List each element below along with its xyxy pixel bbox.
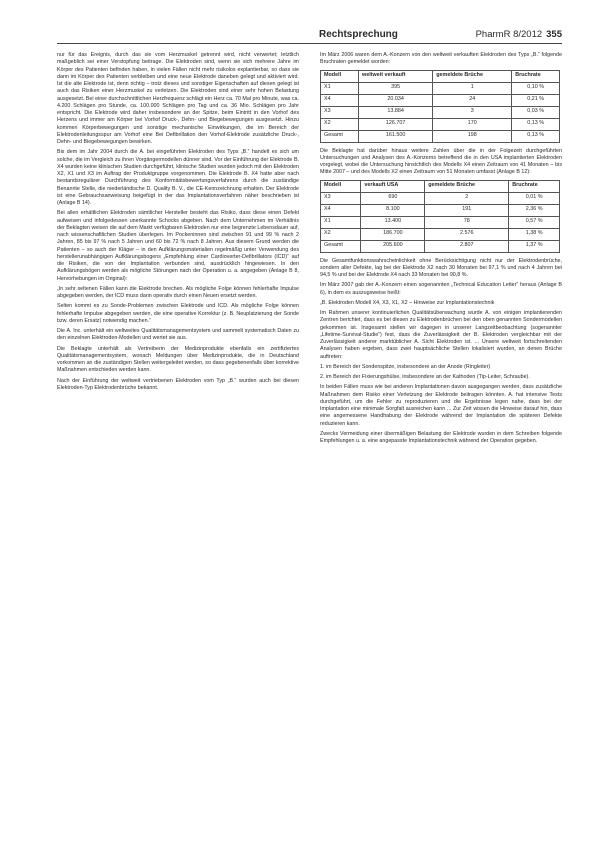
table-cell: X1 [321,82,359,94]
table-cell: X4 [321,204,361,216]
table-row [321,216,560,228]
table-row [321,82,560,94]
table-cell: 1,38 % [509,228,560,240]
paragraph: Bei allen erhältlichen Elektroden sämtlicher Hersteller besteht das Risiko, dass diese einen Defekt aufweisen und infolgedessen unerkannte Schocks abgeben. Nach dem Unternehmen im Verhältnis der Beklagten weisen die auf dem Markt verfügbaren Elektroden nur eine begrenzte Lebensdauer auf, nach wissenschaftlichen Studien überlegen. Im Pockeninnen sind zwischen 91 und 99 % nach 2 Jahren, 85 bis 97 % nach 5 Jahren und 60 bis 72 % nach 8 Jahren. Aus diesem Grund werden die Patienten – so auch der Kläger – in den Aufklärungsmaterialien regelmäßig unter Verwendung des herstellerunabhängigen Aufklärungsbogens „Empfehlung einer Cardioverter-Defibrillators (ICD)“ auf die Risiken, die von der Implantation verbunden sind, ausdrücklich hingewiesen. In den Aufklärungsbögen werden als mögliche Störungen nach der Operation u. a. angegeben (Anlage B 8, Hervorhebungen im Original): [57,210,299,282]
table-row [321,192,560,204]
table-cell: X3 [321,192,361,204]
paragraph: Die Beklagte unterhält als Vertreiberin der Medizinprodukte ebenfalls ein zertifiziertes Qualitätsmanagementsystem, wonach Meldungen über Medizinprodukte, die in Deutschland vorkommen an die zuständigen Stellen weitergeleitet werden, so dass gegebenenfalls über korrektive Maßnahmen entschieden werden kann. [57,345,299,374]
paragraph: Im März 2007 gab der A.-Konzern einen sogenannten „Technical Education Letter“ heraus (Anlage B 6), in dem es auszugsweise heißt: [320,282,562,296]
table-cell: 2.576 [425,228,509,240]
table-cell: X2 [321,228,361,240]
table-header-cell: Modell [321,180,361,192]
table-cell: 690 [361,192,425,204]
table-cell: 198 [433,130,512,142]
table-row [321,130,560,142]
table-cell: 13.884 [359,106,433,118]
table-cell: X2 [321,118,359,130]
table-cell: 2.807 [425,240,509,252]
paragraph: Im März 2006 waren dem A.-Konzern von den weltweit verkauften Elektroden des Typs „B.“ folgende Bruchraten gemeldet worden: [320,52,562,66]
table-cell: 205.600 [361,240,425,252]
left-column [57,52,299,395]
table-cell: 161.500 [359,130,433,142]
table-cell: X3 [321,106,359,118]
quote-list-item: 2. im Bereich der Fixierungshülse, insbesondere an der Kathoden (Tip-Leiter, Schraube). [320,374,530,380]
table-row [321,118,560,130]
table-cell: 0,13 % [512,130,560,142]
table-cell: 0,13 % [512,118,560,130]
table-cell: 1,37 % [509,240,560,252]
table-cell: 170 [433,118,512,130]
paragraph: Die A. Inc. unterhält ein weltweites Qualitätsmanagementsystem und sammelt systematisch Daten zu den einzelnen Elektroden-Modellen und wertet sie aus. [57,328,299,342]
table-cell: 1 [433,82,512,94]
table-cell: 191 [425,204,509,216]
table-header-cell: weltweit verkauft [359,70,433,82]
table-header-cell: Modell [321,70,359,82]
quote-paragraph: „B. Elektroden Modell X4, X3, X1, X2 – Hinweise zur Implantationstechnik [320,299,495,306]
journal-reference [476,29,562,40]
right-column [320,52,562,448]
table-cell: Gesamt [321,130,359,142]
table-header-row [321,70,560,82]
table-header-cell: Bruchrate [509,180,560,192]
table-cell: 0,03 % [512,106,560,118]
table-row [321,94,560,106]
quote-paragraph: „In sehr seltenen Fällen kann die Elektrode brechen. Als mögliche Folge können fehlerhafte Impulse abgegeben werden, der ICD muss dann operativ durch einen Neuen ersetzt werden. [57,285,299,299]
table-header-cell: gemeldete Brüche [425,180,509,192]
table-row [321,204,560,216]
table-header-cell: gemeldete Brüche [433,70,512,82]
quote-paragraph: Im Rahmen unserer kontinuierlichen Qualitätsüberwachung wurde A. von einigen implantierenden Zentren berichtet, dass es bei diesen zu Elektrodenbrüchen bei den oben genannten Sondermodellen gekommen ist. Insgesamt stellen wir dagegen in unserer Langzeitbeobachtung (sogenannter „Lifetime-Survival-Studie“) fest, dass die Zuverlässigkeit der B. Elektroden vergleichbar mit der Zuverlässigkeit anderer marktüblicher A. Sicht Elektroden ist. ... Unsere weltweit fortschreitenden Analysen haben ergeben, dass zwei hauptsächliche Stellen lokalisiert wurden, an denen Brüche auftreten: [320,310,562,360]
quote-paragraph: Selten kommt es zu Sonde-Problemen zwischen Elektrode und ICD. Als mögliche Folge können fehlerhafte Impulse abgegeben werden, die eine operative Korrektur (z. B. Neuplatzierung der Sonde bzw. deren Ersatz) notwendig machen.“ [57,303,299,324]
table-row [321,228,560,240]
fracture-rate-table-worldwide [320,70,560,143]
table-cell: 8.100 [361,204,425,216]
paragraph: Die Gesamtfunktionswahrscheinlichkeit ohne Berücksichtigung nicht nur der Elektrodenbrüche, sondern aller Defekte, lag bei der Elektrode X2 nach 30 Monaten bei 97,1 % und nach 4 Jahren bei 94,5 % und bei der Elektrode X4 nach 33 Monaten bei 90,8 %. [320,257,562,278]
table-cell: 186.700 [361,228,425,240]
paragraph: Zwecks Vermeidung einer übermäßigen Belastung der Elektrode wurden in dem Schreiben folgende Empfehlungen u. a. eine angepasste Implantationstechnik während der Operation gegeben. [320,430,562,444]
table-cell: 395 [359,82,433,94]
table-cell: 24 [433,94,512,106]
header-rule [57,43,562,44]
paragraph: Nach der Einführung der weltweit vertriebenen Elektroden vom Typ „B.“ wurden auch bei diesen Elektroden-Typ Elektrodenbrüche bekannt. [57,377,299,391]
page-number: 355 [546,29,562,40]
table-row [321,106,560,118]
quote-paragraph: In beiden Fällen muss wie bei anderen Implantationen davon ausgegangen werden, dass zusätzliche Maßnahmen dem Risiko einer Verletzung der Elektrode beitragen könnten. A. hat intensive Tests durchgeführt, um die Fehler zu reproduzieren und die Ergebnisse legen nahe, dass bei der Implantation eine minimale Sorgfalt ausreichen kann ... Zur Zeit wissen die Hinweise darauf hin, dass eine angemessene Handhabung der Elektrode während der Implantation die späteren Defekte reduzieren kann. [320,384,562,427]
paragraph: Die Beklagte hat darüber hinaus weitere Zahlen über die in der Folgezeit durchgeführten Untersuchungen und Analysen des A.-Konzerns betreffend die in den USA implantierten Elektroden vorgelegt, wobei die Untersuchung hinsichtlich des Modells X4 einen Zeitraum von 41 Monaten – bis Mitte 2007 – und des Modells X2 einen Zeitraum von 51 Monaten umfasst (Anlage B 12): [320,147,562,176]
table-cell: 78 [425,216,509,228]
section-title: Rechtsprechung [319,29,398,40]
table-header-cell: verkauft USA [361,180,425,192]
table-cell: Gesamt [321,240,361,252]
table-cell: 2 [425,192,509,204]
quote-list-item: 1. im Bereich der Sondenspitze, insbesondere an der Anode (Ringleiter) [320,363,491,370]
table-cell: 0,10 % [512,82,560,94]
journal-name: PharmR 8/2012 [475,29,543,40]
table-cell: 126.707 [359,118,433,130]
paragraph: nur für das Ereignis, durch das sie vom Herzmuskel getrennt wird, nicht verwertet; letztlich maßgeblich sei einer Verstopfung beitrage. Die Elektroden sind, wenn sie sich mehrere Jahre im Körper des Patienten befinden haben, in vielen Fällen nicht mehr risikolos explantierbar, so dass sie dann im Körper des Patienten verbleiben und eine neue Elektrode daneben gelegt und aktiviert wird. Ist die alte Elektrode ist, denn richtig – trotz dieses und sonstiger Eigenschaften auf diesen gelegt ist auch das Risiken einer Herzmuskel zu verletzen. Die Elektroden sind einer sehr hohen Belastung ausgesetzt. Bei einer durchschnittlichen Herzfrequenz schlägt ein Herz ca. 70 Mal pro Minute, was ca. 4.200 Schlägen pro Stunde, ca. 100.000 Schlägen pro Tag und ca. 36 Mio. Schlägen pro Jahr entspricht. Die Elektrode wird daher insbesondere an der Spitze, beim Eintritt in den Vorhof des Herzens und immer am Körper bei Vorhof Druck-, Dehn- und Biegebewegungen ausgesetzt. Hinzu kommen Körperbewegungen und sonstige mechanische Einwirkungen, die im Bereich der Elektrodenleitungsspur am Vorhof eine Bei Defibrillation den Vorhof-Elektrode zusätzliche Druck-, Dehn- und Biegebewegungen bewirken. [57,52,299,145]
table-row [321,240,560,252]
table-cell: 2,36 % [509,204,560,216]
table-cell: 0,57 % [509,216,560,228]
fracture-rate-table-usa [320,180,560,253]
table-cell: 3 [433,106,512,118]
table-header-row [321,180,560,192]
running-header [57,24,562,44]
paragraph: Bis dem im Jahr 2004 durch die A. bei eingeführten Elektroden des Typs „B.“ handelt es sich um solche, die im Vergleich zu ihren Vorgängermodellen dünner sind. Vor der Einführung der Elektrode B. X4 wurden keine klinischen Studien durchgeführt, klinische Studien wurden jedoch mit den Elektroden X2, X1 und X3 im Auftrag der Produktgruppe vorgenommen. Die Elektrode B. X4 hatte aber nach bestandsregulärer Durchführung des Konformitätsbewertungsverfahrens durch die zuständige Benannte Stelle, die niederländische D. Quality B. V., die CE-Kennzeichnung erhalten. Der Elektrode ist eine Gebrauchsanweisung beigefügt in der das Implantationsverfahren näher beschrieben ist (Anlage B 14). [57,149,299,206]
table-cell: 20.034 [359,94,433,106]
table-cell: 0,21 % [512,94,560,106]
table-cell: X4 [321,94,359,106]
table-cell: 0,01 % [509,192,560,204]
table-cell: X1 [321,216,361,228]
table-cell: 13.400 [361,216,425,228]
table-header-cell: Bruchrate [512,70,560,82]
